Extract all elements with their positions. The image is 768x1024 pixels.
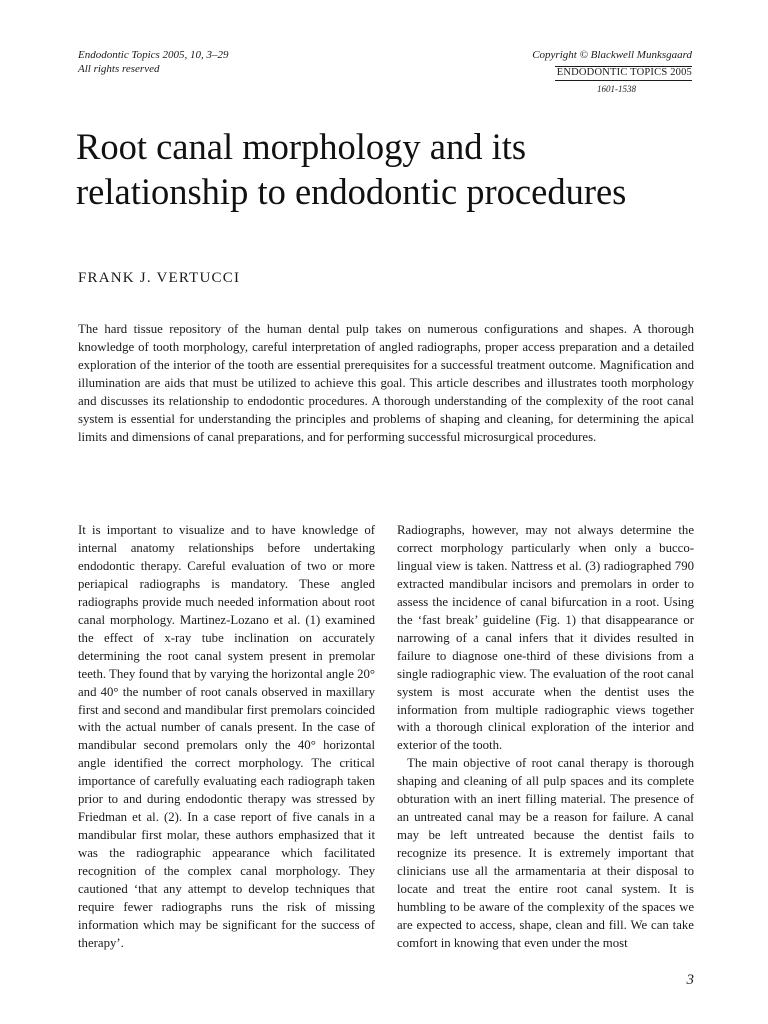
journal-name: ENDODONTIC TOPICS 2005 bbox=[555, 66, 692, 81]
author-name: FRANK J. VERTUCCI bbox=[78, 270, 241, 286]
rights-notice: All rights reserved bbox=[78, 63, 160, 75]
article-title: Root canal morphology and its relationship to endodontic procedures bbox=[76, 126, 627, 212]
body-column-left bbox=[78, 522, 375, 953]
running-header-left bbox=[78, 48, 229, 76]
abstract: The hard tissue repository of the human dental pulp takes on numerous configurations and shapes. A thorough knowledge of tooth morphology, careful interpretation of angled radiographs, proper access preparation and a detailed exploration of the interior of the tooth are essential prerequisites for a successful treatment outcome. Magnification and illumination are aids that must be utilized to achieve this goal. This article describes and illustrates tooth morphology and discusses its relationship to endodontic procedures. A thorough understanding of the complexity of the root canal system is essential for understanding the principles and problems of shaping and cleaning, for determining the apical limits and dimensions of canal preparations, and for performing successful microsurgical procedures. bbox=[78, 322, 694, 444]
page-number: 3 bbox=[686, 972, 694, 988]
body-paragraph: Radiographs, however, may not always determine the correct morphology particularly when only a bucco-lingual view is taken. Nattress et al. (3) radiographed 790 extracted mandibular incisors and premolars in order to assess the incidence of canal bifurcation in a root. Using the ‘fast break’ guideline (Fig. 1) that disappearance or narrowing of a canal infers that it divides resulted in failure to diagnose one-third of these divisions from a single radiographic view. The evaluation of the root canal system is most accurate when the dentist uses the information from multiple radiographic views together with a thorough clinical exploration of the interior and exterior of the tooth. bbox=[397, 523, 694, 753]
body-paragraph: It is important to visualize and to have knowledge of internal anatomy relationships before undertaking endodontic therapy. Careful evaluation of two or more periapical radiographs is mandatory. These angled radiographs provide much needed information about root canal morphology. Martinez-Lozano et al. (1) examined the effect of x-ray tube inclination on accurately determining the root canal system present in premolar teeth. They found that by varying the horizontal angle 20° and 40° the number of root canals observed in maxillary first and second and mandibular first premolars coincided with the actual number of canals present. In the case of mandibular second premolars only the 40° horizontal angle identified the correct morphology. The critical importance of carefully evaluating each radiograph taken prior to and during endodontic therapy was stressed by Friedman et al. (2). In a case report of five canals in a mandibular first molar, these authors emphasized that it was the radiographic appearance which facilitated recognition of the complex canal morphology. They cautioned ‘that any attempt to develop techniques that require fewer radiographs runs the risk of missing information which may be significant for the success of therapy’. bbox=[78, 523, 375, 950]
body-paragraph: The main objective of root canal therapy is thorough shaping and cleaning of all pulp spaces and its complete obturation with an inert filling material. The presence of an untreated canal may be a reason for failure. A canal may be left untreated because the dentist fails to recognize its presence. It is extremely important that clinicians use all the armamentaria at their disposal to locate and treat the entire root canal system. It is humbling to be aware of the complexity of the spaces we are expected to access, shape, clean and fill. We can take comfort in knowing that even under the most bbox=[397, 756, 694, 950]
journal-citation: Endodontic Topics 2005, 10, 3–29 bbox=[78, 49, 229, 61]
body-column-right bbox=[397, 522, 694, 953]
running-header-right bbox=[532, 48, 692, 96]
issn-number: 1601-1538 bbox=[597, 84, 636, 94]
copyright-notice: Copyright © Blackwell Munksgaard bbox=[532, 49, 692, 61]
